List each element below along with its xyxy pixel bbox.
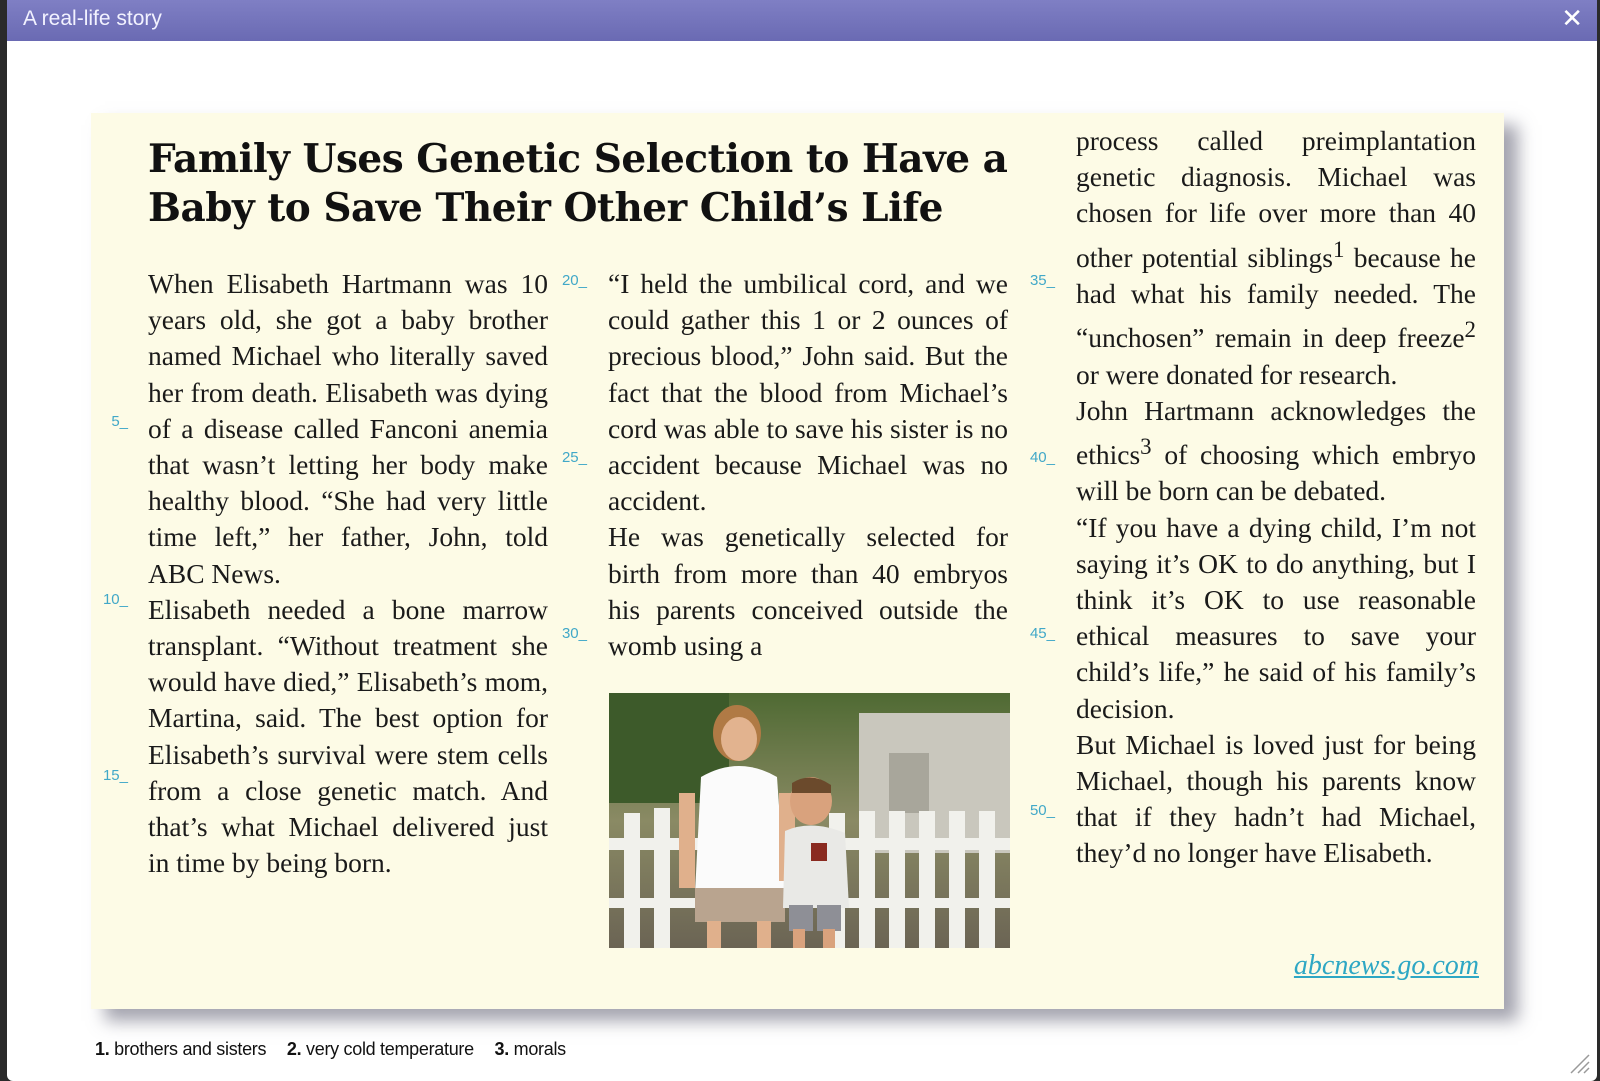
line-number: 20 _ (553, 272, 587, 289)
footnotes (95, 1039, 582, 1060)
close-icon[interactable]: ✕ (1561, 4, 1583, 34)
article-column-3 (1076, 123, 1476, 872)
line-number: 25 _ (553, 449, 587, 466)
footnote-text: morals (513, 1039, 566, 1059)
line-number: 35 _ (1021, 272, 1055, 289)
footnote-ref: 1 (1332, 236, 1345, 262)
text-run: or were donated for research. (1076, 358, 1398, 390)
paragraph (1076, 393, 1476, 510)
footnote (495, 1039, 574, 1059)
line-number: 30 _ (553, 625, 587, 642)
article-photo (609, 693, 1010, 948)
text-run: of choosing which embryo will be born can be debated. (1076, 439, 1476, 507)
line-number: 40 _ (1021, 449, 1055, 466)
article-headline: Family Uses Genetic Selection to Have a Baby to Save Their Other Child’s Life (148, 136, 1008, 231)
story-window (7, 0, 1597, 1081)
footnote-number: 1. (95, 1039, 110, 1059)
paragraph: Elisabeth needed a bone marrow transplant. “Without treatment she would have died,” Elisabeth’s mom, Martina, said. The best option for Elisabeth’s survival were stem cells from a close genetic match. And that’s what Michael delivered just in time by being born. (148, 593, 548, 879)
paragraph: But Michael is loved just for being Michael, though his parents know that if they hadn’t had Michael, they’d no longer have Elisabeth. (1076, 728, 1476, 869)
window-title: A real-life story (23, 7, 162, 30)
paragraph: “I held the umbilical cord, and we could gather this 1 or 2 ounces of precious blood,” John said. But the fact that the blood from Michael’s cord was able to save his sister is no accident because Michael was no accident. (608, 268, 1008, 517)
footnote-ref: 3 (1140, 433, 1152, 459)
footnote-text: brothers and sisters (114, 1039, 267, 1059)
children-photo-illustration (609, 693, 1010, 948)
line-number: 5 _ (94, 413, 128, 430)
footnote-number: 2. (286, 1039, 302, 1059)
line-number: 15 _ (94, 767, 128, 784)
footnote-ref: 2 (1464, 317, 1476, 343)
line-number: 45 _ (1021, 625, 1055, 642)
source-link[interactable]: abcnews.go.com (1293, 950, 1479, 981)
paragraph: He was genetically selected for birth from more than 40 embryos his parents conceived outside the womb using a (608, 521, 1008, 662)
article-column-2 (608, 266, 1008, 664)
line-number: 50 _ (1021, 802, 1055, 819)
window-titlebar[interactable] (7, 0, 1597, 41)
footnote (95, 1039, 274, 1059)
footnote (287, 1039, 482, 1059)
paragraph (1076, 123, 1476, 393)
footnote-number: 3. (494, 1039, 509, 1059)
article-card (91, 113, 1504, 1009)
paragraph: When Elisabeth Hartmann was 10 years old, she got a baby brother named Michael who literally saved her from death. Elisabeth was dying of a disease called Fanconi anemia that wasn’t letting her body make healthy blood. “She had very little time left,” her father, John, told ABC News. (148, 268, 548, 589)
line-number: 10 _ (94, 591, 128, 608)
footnote-text: very cold temperature (306, 1039, 474, 1059)
article-column-1 (148, 266, 548, 881)
text-run: John Hartmann acknowledges the ethics (1076, 394, 1476, 471)
paragraph: “If you have a dying child, I’m not saying it’s OK to do anything, but I think it’s OK to use reasonable ethical measures to save your child’s life,” he said of his family’s decision. (1076, 511, 1476, 724)
text-run: because he had what his family needed. The “unchosen” remain in deep freeze (1076, 241, 1476, 354)
resize-grip-icon[interactable] (1567, 1051, 1591, 1075)
text-run: process called preimplantation genetic diagnosis. Michael was chosen for life over more than 40 other potential siblings (1076, 125, 1476, 273)
